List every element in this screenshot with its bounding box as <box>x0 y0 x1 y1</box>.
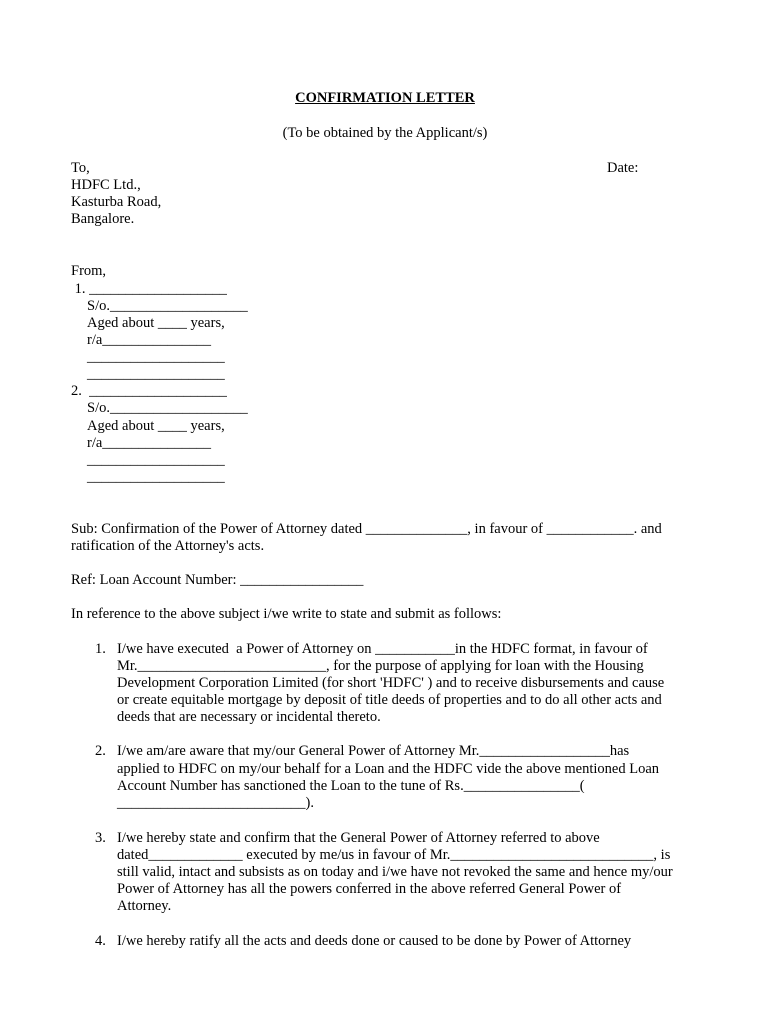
item-line: deeds that are necessary or incidental thereto. <box>117 709 381 725</box>
item-line: or create equitable mortgage by deposit of title deeds of properties and to do all other acts and <box>117 692 662 708</box>
applicant2-age: Aged about ____ years, <box>87 418 225 434</box>
item-line: I/we have executed a Power of Attorney on ___________in the HDFC format, in favour of <box>117 641 648 657</box>
applicant1-address-line: ___________________ <box>87 349 225 365</box>
date-label: Date: <box>607 160 639 176</box>
reference-line: Ref: Loan Account Number: _________________ <box>71 572 364 588</box>
item-number: 3. <box>95 830 106 846</box>
item-number: 4. <box>95 933 106 949</box>
item-line: Account Number has sanctioned the Loan to the tune of Rs.________________( <box>117 778 585 794</box>
applicant1-residence: r/a_______________ <box>87 332 212 348</box>
applicant1-son-of: S/o.___________________ <box>87 298 248 314</box>
from-label: From, <box>71 263 107 279</box>
to-line: HDFC Ltd., <box>71 177 141 193</box>
item-line: Power of Attorney has all the powers conferred in the above referred General Power of <box>117 881 622 897</box>
item-line: Mr.__________________________, for the purpose of applying for loan with the Housing <box>117 658 644 674</box>
applicant1-age: Aged about ____ years, <box>87 315 225 331</box>
applicant1-address-line: ___________________ <box>87 366 225 382</box>
applicant2-son-of: S/o.___________________ <box>87 400 248 416</box>
item-line: __________________________). <box>117 795 314 811</box>
document-title: CONFIRMATION LETTER <box>295 90 475 106</box>
applicant2-address-line: ___________________ <box>87 452 225 468</box>
item-line: I/we hereby ratify all the acts and deeds done or caused to be done by Power of Attorney <box>117 933 632 949</box>
item-line: still valid, intact and subsists as on today and i/we have not revoked the same and hence my/our <box>117 864 673 880</box>
item-line: Development Corporation Limited (for short 'HDFC' ) and to receive disbursements and cause <box>117 675 665 691</box>
applicant2-residence: r/a_______________ <box>87 435 212 451</box>
to-line: Kasturba Road, <box>71 194 162 210</box>
item-number: 2. <box>95 743 106 759</box>
item-number: 1. <box>95 641 106 657</box>
item-line: I/we am/are aware that my/our General Power of Attorney Mr.__________________has <box>117 743 630 759</box>
applicant1-number-line: 1. ___________________ <box>71 281 227 297</box>
to-line: To, <box>71 160 90 176</box>
item-line: I/we hereby state and confirm that the General Power of Attorney referred to above <box>117 830 600 846</box>
subject-line: Sub: Confirmation of the Power of Attorney dated ______________, in favour of ____________. and <box>71 521 662 537</box>
intro-paragraph: In reference to the above subject i/we write to state and submit as follows: <box>71 606 502 622</box>
document-subtitle: (To be obtained by the Applicant/s) <box>282 125 488 141</box>
applicant2-address-line: ___________________ <box>87 469 225 485</box>
subject-line: ratification of the Attorney's acts. <box>71 538 265 554</box>
applicant2-number-line: 2. ___________________ <box>71 383 227 399</box>
item-line: dated_____________ executed by me/us in favour of Mr.____________________________, is <box>117 847 671 863</box>
to-line: Bangalore. <box>71 211 135 227</box>
item-line: applied to HDFC on my/our behalf for a Loan and the HDFC vide the above mentioned Loan <box>117 761 660 777</box>
item-line: Attorney. <box>117 898 172 914</box>
